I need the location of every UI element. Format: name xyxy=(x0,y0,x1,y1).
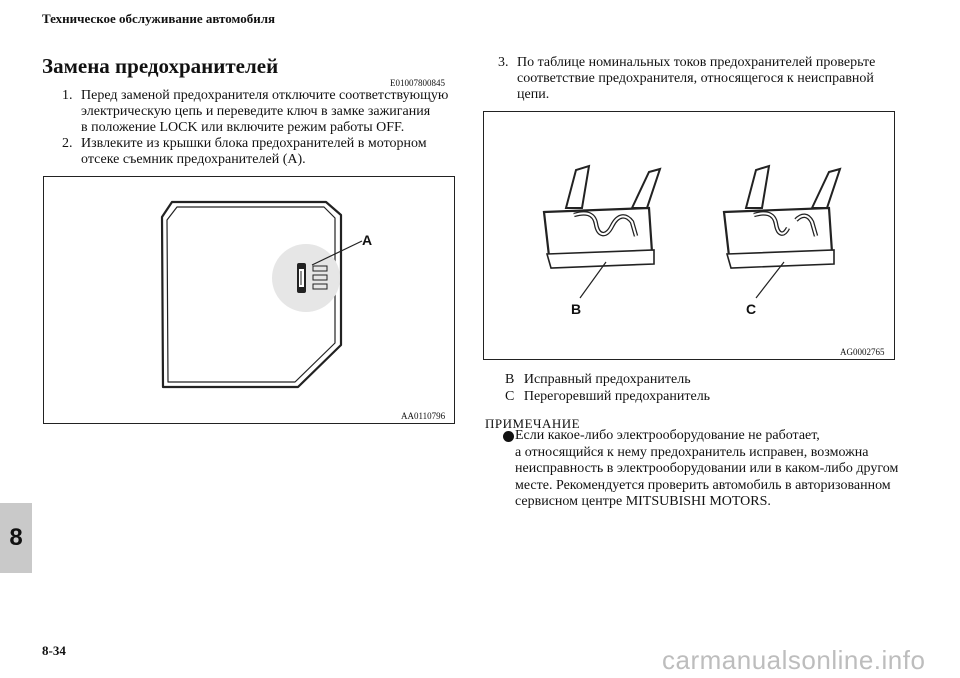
fuse-box-cover-illustration xyxy=(44,177,454,423)
running-header: Техническое обслуживание автомобиля xyxy=(42,11,276,26)
legend-text: Исправный предохранитель xyxy=(523,372,691,387)
legend-item xyxy=(505,372,691,388)
fuse-comparison-illustration xyxy=(484,112,894,359)
step-line: отсеке съемник предохранителей (A). xyxy=(81,152,306,167)
step-1 xyxy=(62,88,462,138)
section-title: Замена предохранителей xyxy=(42,54,279,78)
legend-key: B xyxy=(505,372,515,387)
fuse-comparison-figure xyxy=(483,111,895,360)
page-number: 8-34 xyxy=(42,643,66,658)
fuse-puller-icon xyxy=(297,263,306,293)
fuse-box-cover-figure xyxy=(43,176,455,424)
figure-code: AA0110796 xyxy=(401,411,446,421)
step-line: соответствие предохранителя, относящегося к неисправной xyxy=(517,71,874,86)
step-2 xyxy=(62,136,462,170)
step-line: электрическую цепь и переведите ключ в замке зажигания xyxy=(81,104,431,119)
step-3 xyxy=(498,55,918,105)
bullet-icon xyxy=(503,431,514,442)
legend-item xyxy=(505,389,710,405)
figure-code: AG0002765 xyxy=(840,347,885,357)
note-line: Если какое-либо электрооборудование не работает, xyxy=(515,428,820,443)
step-number: 3. xyxy=(498,55,509,70)
watermark: carmanualsonline.info xyxy=(662,645,926,675)
note-body xyxy=(515,428,905,511)
fuse-label-c: C xyxy=(746,301,757,317)
note-line: неисправность в электрооборудовании или в каком-либо другом xyxy=(515,461,899,476)
note-title: ПРИМЕЧАНИЕ xyxy=(485,416,581,431)
fuse-label-b: B xyxy=(571,301,582,317)
blown-fuse-icon xyxy=(724,166,840,298)
note-line: месте. Рекомендуется проверить автомобиль в авторизованном xyxy=(515,477,891,493)
step-line: По таблице номинальных токов предохранителей проверьте xyxy=(517,55,876,70)
note-line: а относящийся к нему предохранитель исправен, возможна xyxy=(515,444,869,460)
note-line: сервисном центре MITSUBISHI MOTORS. xyxy=(515,494,771,509)
step-line: Извлеките из крышки блока предохранителей в моторном xyxy=(81,136,427,151)
step-line: цепи. xyxy=(517,87,550,102)
step-line: Перед заменой предохранителя отключите соответствующую xyxy=(81,88,449,103)
callout-label-a: A xyxy=(362,232,373,248)
chapter-number: 8 xyxy=(9,524,23,551)
legend-text: Перегоревший предохранитель xyxy=(523,389,711,404)
step-number: 1. xyxy=(62,88,73,103)
step-line: в положение LOCK или включите режим работы OFF. xyxy=(81,120,405,135)
legend-key: C xyxy=(505,389,515,404)
step-number: 2. xyxy=(62,136,73,151)
good-fuse-icon xyxy=(544,166,660,298)
section-code: E01007800845 xyxy=(390,78,445,88)
